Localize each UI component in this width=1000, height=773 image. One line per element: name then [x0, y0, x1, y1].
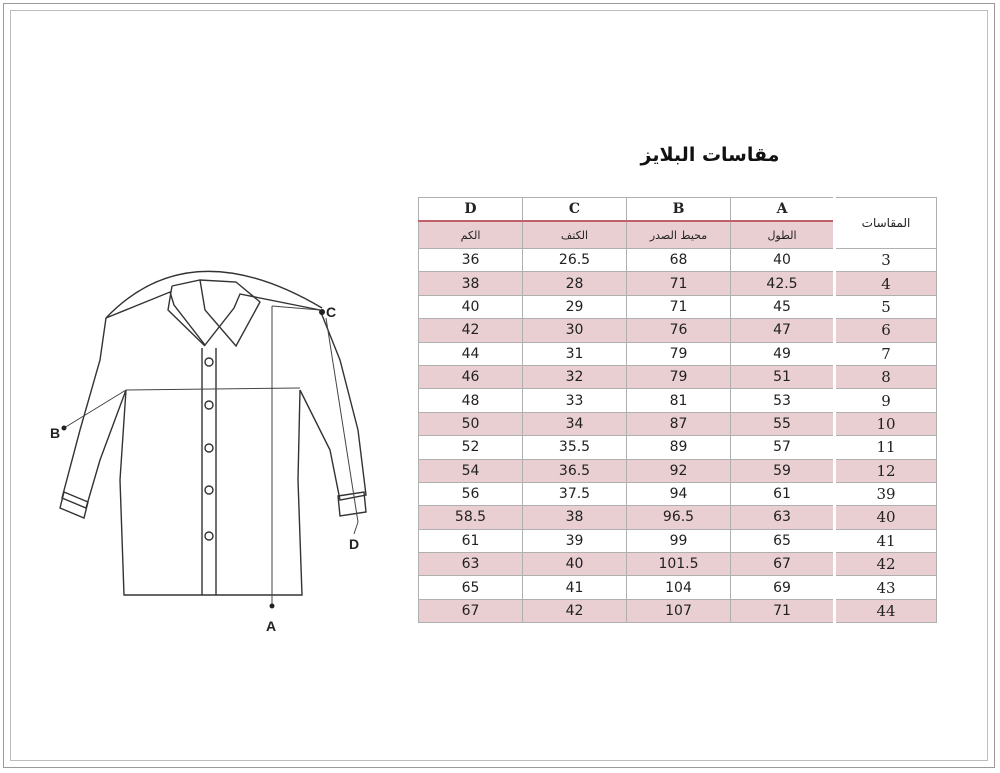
cell-c: 30 — [523, 319, 627, 342]
table-row — [419, 249, 937, 272]
table-row — [419, 529, 937, 552]
col-a-label: الطول — [731, 221, 835, 249]
cell-b: 101.5 — [627, 553, 731, 576]
cell-d: 61 — [419, 529, 523, 552]
cell-a: 42.5 — [731, 272, 835, 295]
cell-a: 63 — [731, 506, 835, 529]
size-table — [418, 197, 937, 623]
cell-a: 61 — [731, 482, 835, 505]
cell-a: 47 — [731, 319, 835, 342]
cell-a: 45 — [731, 295, 835, 318]
cell-b: 107 — [627, 599, 731, 622]
col-c-label: الكتف — [523, 221, 627, 249]
cell-d: 65 — [419, 576, 523, 599]
table-row — [419, 412, 937, 435]
cell-size: 41 — [835, 529, 937, 552]
cell-d: 46 — [419, 365, 523, 388]
cell-size: 39 — [835, 482, 937, 505]
table-row — [419, 436, 937, 459]
cell-b: 76 — [627, 319, 731, 342]
cell-c: 38 — [523, 506, 627, 529]
cell-b: 96.5 — [627, 506, 731, 529]
cell-c: 29 — [523, 295, 627, 318]
cell-size: 42 — [835, 553, 937, 576]
cell-a: 53 — [731, 389, 835, 412]
cell-a: 57 — [731, 436, 835, 459]
point-c-marker — [319, 309, 325, 315]
measure-lines — [64, 306, 358, 605]
col-a-letter: A — [731, 198, 835, 222]
cell-b: 94 — [627, 482, 731, 505]
table-row — [419, 295, 937, 318]
cell-c: 36.5 — [523, 459, 627, 482]
table-row — [419, 506, 937, 529]
size-header: المقاسات — [835, 198, 937, 249]
cell-size: 3 — [835, 249, 937, 272]
point-b-marker — [62, 426, 67, 431]
cell-c: 39 — [523, 529, 627, 552]
cell-d: 50 — [419, 412, 523, 435]
table-row — [419, 319, 937, 342]
cell-size: 44 — [835, 599, 937, 622]
cell-b: 71 — [627, 272, 731, 295]
cell-a: 71 — [731, 599, 835, 622]
cell-a: 59 — [731, 459, 835, 482]
table-row — [419, 576, 937, 599]
label-b: B — [50, 425, 61, 441]
cell-c: 35.5 — [523, 436, 627, 459]
cell-c: 37.5 — [523, 482, 627, 505]
cell-d: 38 — [419, 272, 523, 295]
table-row — [419, 365, 937, 388]
cell-a: 55 — [731, 412, 835, 435]
cell-size: 4 — [835, 272, 937, 295]
cell-c: 34 — [523, 412, 627, 435]
cell-a: 51 — [731, 365, 835, 388]
cell-size: 40 — [835, 506, 937, 529]
cell-a: 65 — [731, 529, 835, 552]
table-row — [419, 553, 937, 576]
cell-d: 40 — [419, 295, 523, 318]
cell-size: 10 — [835, 412, 937, 435]
header-letter-row — [419, 198, 937, 222]
table-row — [419, 599, 937, 622]
label-a: A — [266, 618, 277, 634]
cell-b: 92 — [627, 459, 731, 482]
cell-a: 49 — [731, 342, 835, 365]
cell-b: 79 — [627, 342, 731, 365]
cell-c: 31 — [523, 342, 627, 365]
cell-size: 12 — [835, 459, 937, 482]
table-row — [419, 459, 937, 482]
cell-a: 40 — [731, 249, 835, 272]
cell-d: 36 — [419, 249, 523, 272]
table-row — [419, 272, 937, 295]
col-b-letter: B — [627, 198, 731, 222]
cell-size: 9 — [835, 389, 937, 412]
cell-d: 54 — [419, 459, 523, 482]
cell-c: 41 — [523, 576, 627, 599]
cell-c: 28 — [523, 272, 627, 295]
cell-a: 69 — [731, 576, 835, 599]
cell-d: 63 — [419, 553, 523, 576]
cell-size: 43 — [835, 576, 937, 599]
cell-d: 42 — [419, 319, 523, 342]
col-d-label: الكم — [419, 221, 523, 249]
shirt-outline — [60, 271, 366, 595]
label-d: D — [349, 536, 360, 552]
cell-b: 81 — [627, 389, 731, 412]
table-row — [419, 482, 937, 505]
cell-a: 67 — [731, 553, 835, 576]
cell-d: 48 — [419, 389, 523, 412]
cell-c: 40 — [523, 553, 627, 576]
cell-size: 7 — [835, 342, 937, 365]
table-row — [419, 389, 937, 412]
cell-d: 58.5 — [419, 506, 523, 529]
cell-b: 68 — [627, 249, 731, 272]
cell-b: 89 — [627, 436, 731, 459]
shirt-diagram — [40, 250, 380, 640]
cell-c: 32 — [523, 365, 627, 388]
cell-size: 6 — [835, 319, 937, 342]
cell-c: 26.5 — [523, 249, 627, 272]
cell-size: 8 — [835, 365, 937, 388]
cell-c: 33 — [523, 389, 627, 412]
label-c: C — [326, 304, 337, 320]
cell-d: 52 — [419, 436, 523, 459]
col-b-label: محيط الصدر — [627, 221, 731, 249]
cell-b: 79 — [627, 365, 731, 388]
page-title: مقاسات البلايز — [640, 144, 780, 166]
cell-d: 67 — [419, 599, 523, 622]
cell-b: 104 — [627, 576, 731, 599]
cell-d: 44 — [419, 342, 523, 365]
col-c-letter: C — [523, 198, 627, 222]
cell-size: 5 — [835, 295, 937, 318]
cell-b: 99 — [627, 529, 731, 552]
point-a-marker — [270, 604, 275, 609]
cell-size: 11 — [835, 436, 937, 459]
cell-b: 71 — [627, 295, 731, 318]
cell-c: 42 — [523, 599, 627, 622]
col-d-letter: D — [419, 198, 523, 222]
table-row — [419, 342, 937, 365]
cell-b: 87 — [627, 412, 731, 435]
cell-d: 56 — [419, 482, 523, 505]
